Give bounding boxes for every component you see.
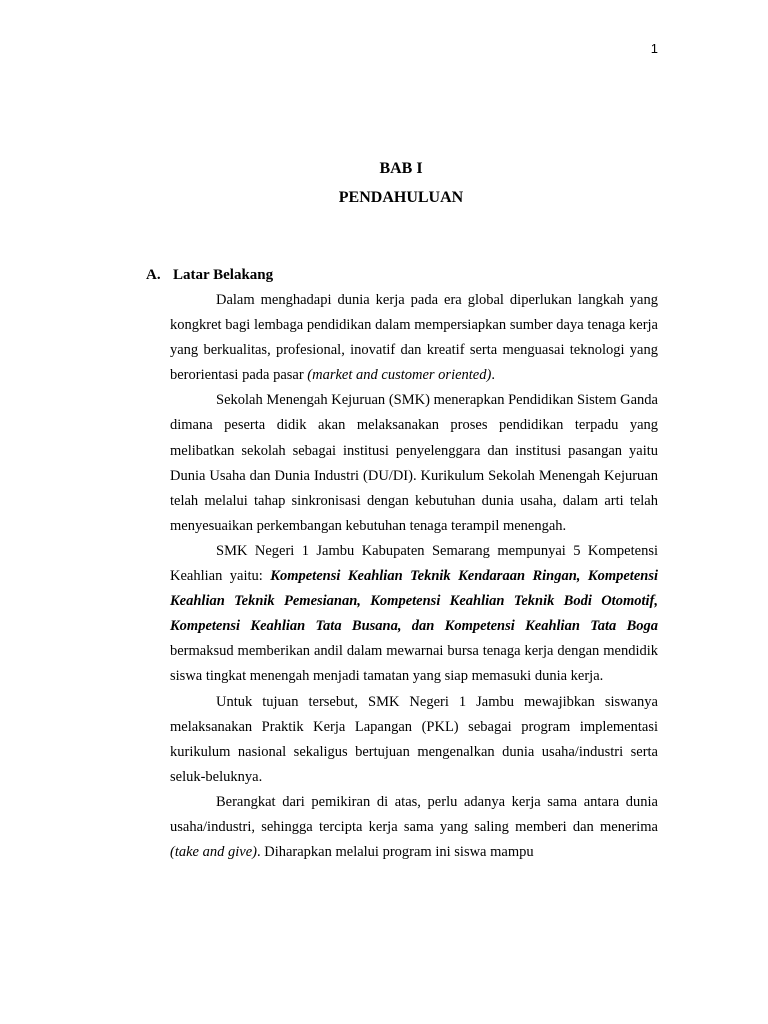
- chapter-title: PENDAHULUAN: [338, 189, 464, 206]
- paragraph-text: Berangkat dari pemikiran di atas, perlu adanya kerja sama antara dunia usaha/industri, sehingga tercipta kerja sama yang saling memberi dan menerima: [170, 793, 658, 835]
- paragraph-end: .: [491, 367, 495, 384]
- chapter-label: BAB I: [379, 160, 423, 177]
- paragraph-4: [170, 690, 658, 790]
- paragraph-text: Dalam menghadapi dunia kerja pada era global diperlukan langkah yang kongkret bagi lembaga pendidikan dalam mempersiapkan sumber daya tenaga kerja yang berkualitas, profesional, inovatif dan kreatif serta menguasai teknologi yang berorientasi pada pasar: [170, 292, 658, 384]
- paragraph-end: bermaksud memberikan andil dalam mewarnai bursa tenaga kerja dengan mendidik siswa tingkat menengah menjadi tamatan yang siap memasuki dunia kerja.: [170, 643, 658, 685]
- paragraph-3: [170, 539, 658, 690]
- paragraph-text: Sekolah Menengah Kejuruan (SMK) menerapkan Pendidikan Sistem Ganda dimana peserta didik akan melaksanakan proses pendidikan terpadu yang melibatkan sekolah sebagai institusi penyelenggara dan institusi pasangan yaitu Dunia Usaha dan Dunia Industri (DU/DI). Kurikulum Sekolah Menengah Kejuruan telah melalui tahap sinkronisasi dengan kebutuhan dunia usaha, dalam arti telah menyesuaikan perkembangan kebutuhan tenaga terampil menengah.: [170, 392, 658, 534]
- paragraph-1: [170, 288, 658, 388]
- section-letter: A.: [146, 267, 161, 283]
- paragraph-5: [170, 790, 658, 865]
- section-heading: [146, 267, 273, 284]
- page-number: 1: [650, 41, 658, 56]
- italic-phrase: (market and customer oriented): [307, 367, 492, 384]
- paragraph-text: Untuk tujuan tersebut, SMK Negeri 1 Jambu mewajibkan siswanya melaksanakan Praktik Kerja Lapangan (PKL) sebagai program implementasi kurikulum nasional sekaligus bertujuan mengenalkan dunia usaha/industri serta seluk-beluknya.: [170, 693, 658, 785]
- section-title: Latar Belakang: [173, 267, 274, 283]
- competency-list: Kompetensi Keahlian Teknik Kendaraan Ringan, Kompetensi Keahlian Teknik Pemesianan, Kompetensi Keahlian Teknik Bodi Otomotif, Kompetensi Keahlian Tata Busana, dan Kompetensi Keahlian Tata Boga: [170, 568, 658, 635]
- body-text: [170, 288, 658, 865]
- italic-phrase: (take and give): [170, 844, 257, 861]
- paragraph-2: [170, 388, 658, 539]
- paragraph-end: . Diharapkan melalui program ini siswa mampu: [256, 844, 534, 861]
- paragraph-text: SMK Negeri 1 Jambu Kabupaten Semarang mempunyai 5 Kompetensi Keahlian yaitu:: [170, 542, 658, 585]
